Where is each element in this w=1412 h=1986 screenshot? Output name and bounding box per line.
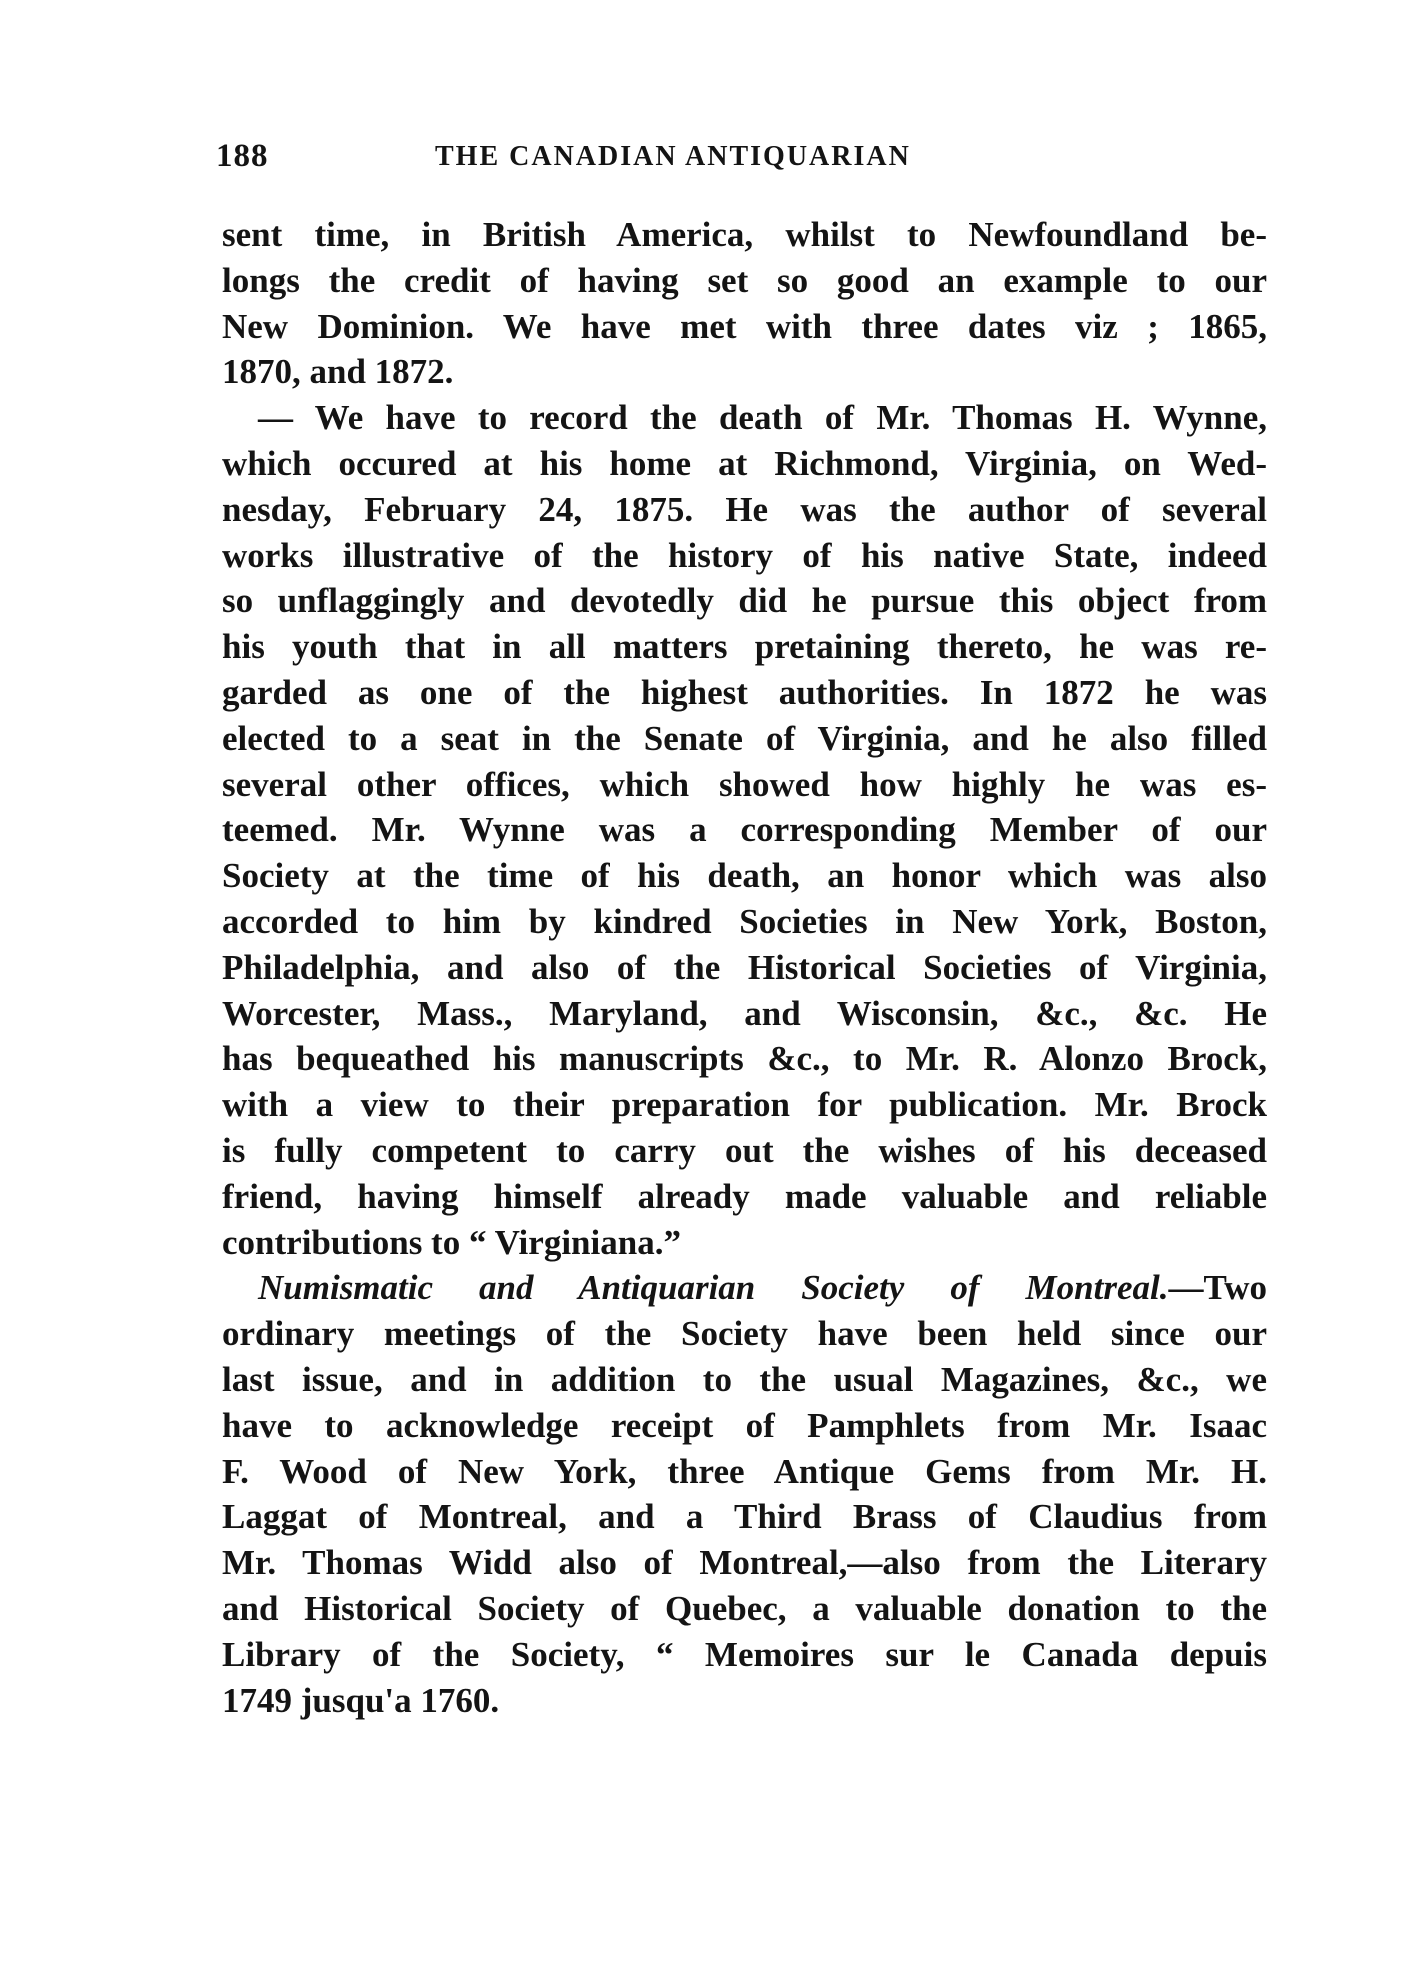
- text-line: Laggat of Montreal, and a Third Brass of Claudius from: [222, 1497, 1267, 1537]
- text-line: several other offices, which showed how highly he was es-: [222, 764, 1267, 804]
- text-line: with a view to their preparation for publication. Mr. Brock: [222, 1085, 1267, 1125]
- running-title: THE CANADIAN ANTIQUARIAN: [435, 141, 911, 172]
- text-line: nesday, February 24, 1875. He was the author of several: [222, 489, 1267, 529]
- text-line: Society at the time of his death, an honor which was also: [222, 856, 1267, 896]
- text-line: Philadelphia, and also of the Historical Societies of Virginia,: [222, 947, 1267, 987]
- text-line-with-heading: [222, 1265, 1267, 1311]
- page-header: [216, 138, 1216, 188]
- body-text: [222, 212, 1267, 1723]
- text-line: elected to a seat in the Senate of Virginia, and he also filled: [222, 718, 1267, 758]
- text-line: works illustrative of the history of his native State, indeed: [222, 535, 1267, 575]
- text-line: 1749 jusqu'a 1760.: [222, 1680, 500, 1720]
- text-line: have to acknowledge receipt of Pamphlets from Mr. Isaac: [222, 1405, 1267, 1445]
- text-line: contributions to “ Virginiana.”: [222, 1222, 681, 1262]
- paragraph-society-report: [222, 1265, 1267, 1723]
- text-line: 1870, and 1872.: [222, 352, 454, 392]
- text-line: and Historical Society of Quebec, a valuable donation to the: [222, 1588, 1267, 1628]
- text-line: is fully competent to carry out the wishes of his deceased: [222, 1130, 1267, 1170]
- text-line: teemed. Mr. Wynne was a corresponding Member of our: [222, 810, 1267, 850]
- text-line: his youth that in all matters pretaining thereto, he was re-: [222, 627, 1267, 667]
- text-line: accorded to him by kindred Societies in New York, Boston,: [222, 901, 1267, 941]
- text-line: sent time, in British America, whilst to Newfoundland be-: [222, 215, 1267, 254]
- page-number: 188: [216, 138, 269, 174]
- text-line: F. Wood of New York, three Antique Gems from Mr. H.: [222, 1451, 1267, 1491]
- text-line: longs the credit of having set so good an example to our: [222, 260, 1267, 300]
- text-line: — We have to record the death of Mr. Thomas H. Wynne,: [258, 398, 1267, 438]
- text-line: Worcester, Mass., Maryland, and Wisconsin, &c., &c. He: [222, 993, 1267, 1033]
- paragraph-dates: [222, 212, 1267, 395]
- text-line: so unflaggingly and devotedly did he pursue this object from: [222, 581, 1267, 621]
- text-line: garded as one of the highest authorities. In 1872 he was: [222, 672, 1267, 712]
- paragraph-wynne-obituary: [222, 395, 1267, 1265]
- section-heading: Numismatic and Antiquarian Society of Montreal.: [258, 1268, 1169, 1308]
- text-line: friend, having himself already made valuable and reliable: [222, 1176, 1267, 1216]
- text-line: Mr. Thomas Widd also of Montreal,—also from the Literary: [222, 1543, 1267, 1583]
- text-line: New Dominion. We have met with three dates viz ; 1865,: [222, 306, 1267, 346]
- text-line: which occured at his home at Richmond, Virginia, on Wed-: [222, 443, 1267, 483]
- heading-line-rest: —Two: [1168, 1268, 1267, 1308]
- text-line: has bequeathed his manuscripts &c., to Mr. R. Alonzo Brock,: [222, 1039, 1267, 1079]
- text-line: Library of the Society, “ Memoires sur le Canada depuis: [222, 1634, 1267, 1674]
- text-line: last issue, and in addition to the usual Magazines, &c., we: [222, 1359, 1267, 1399]
- text-line: ordinary meetings of the Society have been held since our: [222, 1314, 1267, 1354]
